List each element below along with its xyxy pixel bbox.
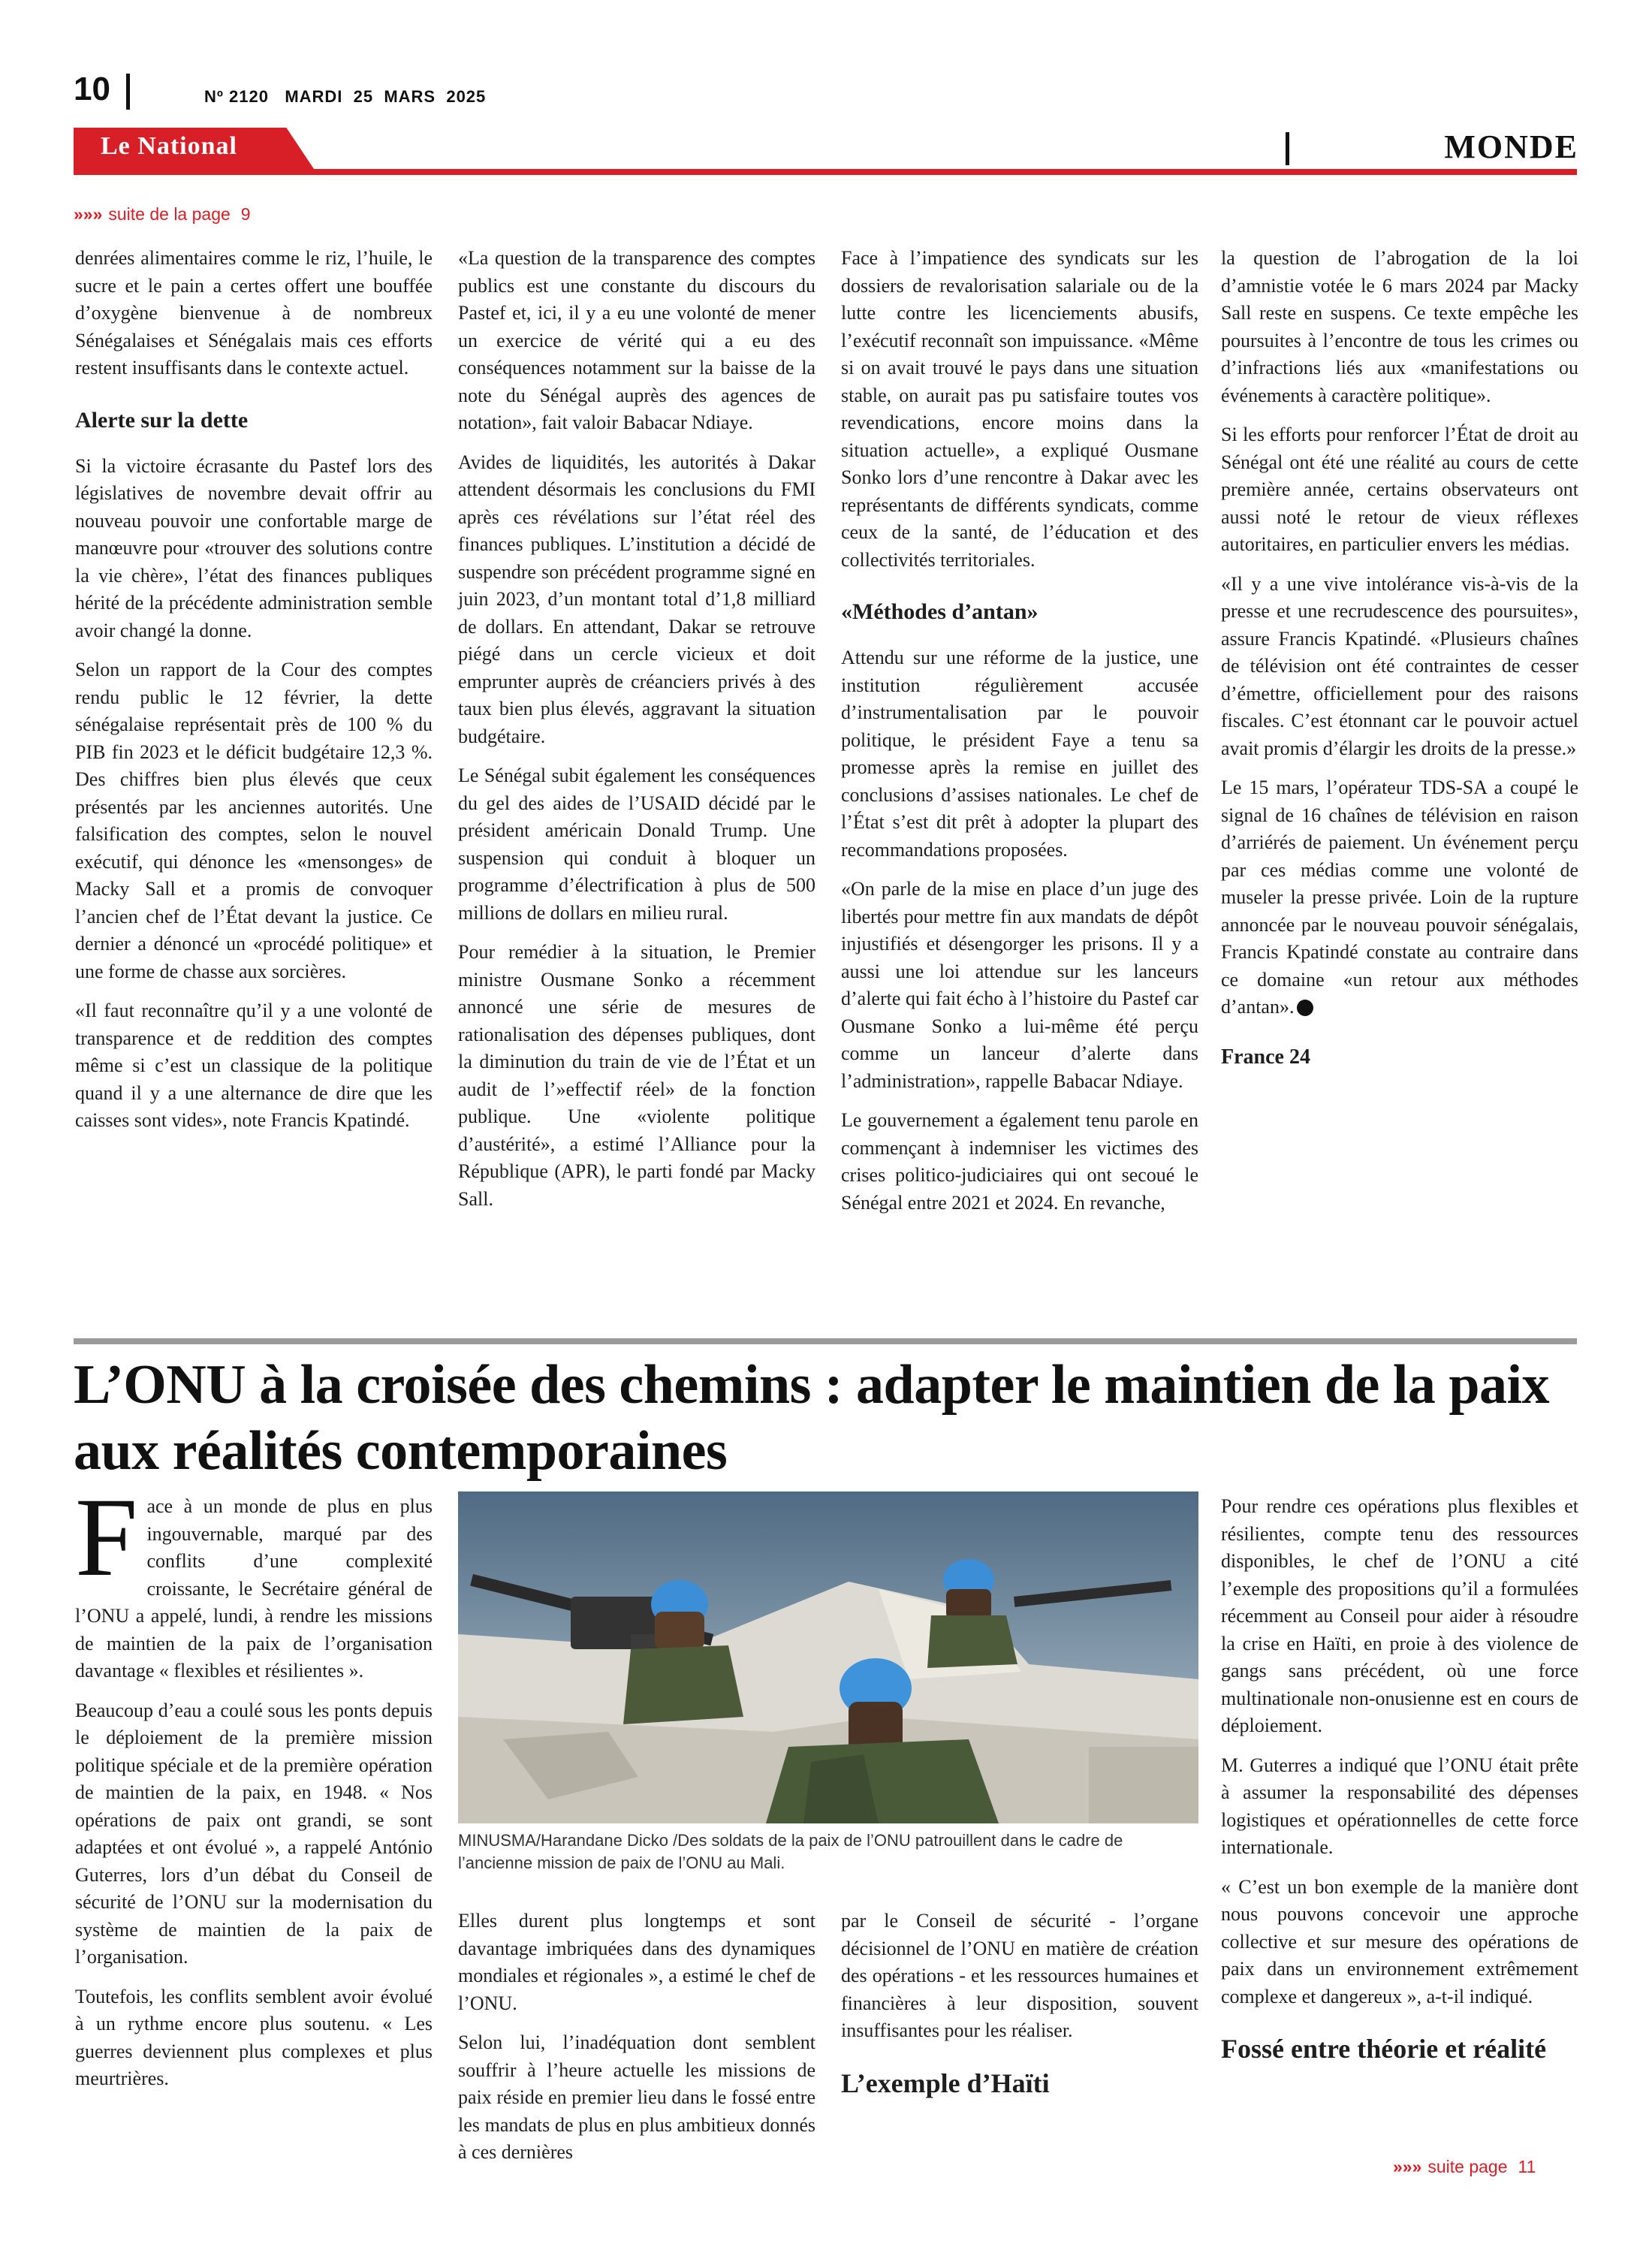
- subheading: L’exemple d’Haïti: [841, 2068, 1050, 2098]
- continued-text: suite page: [1427, 2157, 1508, 2176]
- paragraph-text: ace à un monde de plus en plus ingouvernable, marqué par des conflits d’une complexité croissante, le Secrétaire général de l’ONU a appelé, lundi, à rendre les missions de maintien de la paix de l’organisation davantage « flexibles et résilientes ».: [75, 1495, 433, 1681]
- paragraph: Selon un rapport de la Cour des comptes rendu public le 12 février, la dette sénégalaise représentait près de 100 % du PIB fin 2023 et le déficit budgétaire 12,3 %. Des chiffres bien plus élevés que ceux présentés par les anciennes autorités. Une falsification des comptes, selon le nouvel exécutif, qui dénonce les «mensonges» de Macky Sall et a promis de convoquer l’ancien chef de l’État devant la justice. Ce dernier a dénoncé un «procédé politique» et une forme de chasse aux sorcières.: [75, 659, 433, 982]
- paragraph: Le Sénégal subit également les conséquences du gel des aides de l’USAID décidé par le président américain Donald Trump. Une suspension qui conduit à bloquer un programme d’électrification à plus de 500 millions de dollars en milieu rural.: [458, 765, 815, 924]
- paragraph: Elles durent plus longtemps et sont davantage imbriquées dans des dynamiques mondiales et régionales », a estimé le chef de l’ONU.: [458, 1910, 815, 2014]
- article-separator: [74, 1338, 1577, 1344]
- end-mark-icon: [1297, 1000, 1313, 1016]
- paragraph: Selon lui, l’inadéquation dont semblent souffrir à l’heure actuelle les missions de paix réside en premier lieu dans le fossé entre les mandats de plus en plus ambitieux donnés à ces dernières: [458, 2031, 815, 2163]
- subheading: «Méthodes d’antan»: [841, 599, 1039, 624]
- paragraph: «La question de la transparence des comptes publics est une constante du discours du Pastef et, ici, il y a eu une volonté de mener un exercice de vérité qui a eu des conséquences notamment sur la baisse de la note du Sénégal auprès des agences de notation», fait valoir Babacar Ndiaye.: [458, 247, 815, 433]
- article2-column-3: [841, 1908, 1198, 2119]
- header-rule: [74, 169, 1577, 175]
- section-title: MONDE: [1444, 128, 1578, 165]
- continued-on: [1393, 2157, 1536, 2177]
- continued-arrows: »»»: [74, 204, 103, 224]
- drop-cap: F: [75, 1475, 138, 1600]
- article2-column-4: [1221, 1493, 1578, 2086]
- page-number: 10: [74, 71, 110, 107]
- paragraph: Face à l’impatience des syndicats sur les dossiers de revalorisation salariale ou de la lutte contre les licenciements abusifs, l’exécutif reconnaît son impuissance. «Même si on avait trouvé le pays dans une situation stable, on aurait pas pu satisfaire toutes vos revendications, encore moins dans la situation actuelle», a expliqué Ousmane Sonko lors d’une rencontre à Dakar avec les représentants de différents syndicats, comme ceux de la santé, de l’éducation et des collectivités territoriales.: [841, 247, 1198, 571]
- paragraph-text: Le 15 mars, l’opérateur TDS-SA a coupé le signal de 16 chaînes de télévision en raison d’arriérés de paiement. Un événement perçu par ces médias comme une volonté de museler la presse privée. Loin de la rupture annoncée par le nouveau pouvoir sénégalais, Francis Kpatindé constate au contraire dans ce domaine «un retour aux méthodes d’antan».: [1221, 777, 1578, 1018]
- continued-from: [74, 204, 251, 225]
- paragraph: «Il y a une vive intolérance vis-à-vis de la presse et une recrudescence des poursuites», assure Francis Kpatindé. «Plusieurs chaînes de télévision ont été contraintes de cesser d’émettre, officiellement pour des raisons fiscales. C’est étonnant car le pouvoir actuel avait promis d’élargir les droits de la presse.»: [1221, 572, 1578, 759]
- paragraph: M. Guterres a indiqué que l’ONU était prête à assumer la responsabilité des dépenses logistiques et opérationnelles de cette force internationale.: [1221, 1754, 1578, 1858]
- paragraph: Pour remédier à la situation, le Premier ministre Ousmane Sonko a récemment annoncé une série de mesures de rationalisation des dépenses publiques, dont la diminution du train de vie de l’État et un audit de l’»effectif réel» de la fonction publique. Une «violente politique d’austérité», a estimé l’Alliance pour la République (APR), le parti fondé par Macky Sall.: [458, 941, 815, 1210]
- source-credit: France 24: [1221, 1045, 1310, 1069]
- paragraph: Toutefois, les conflits semblent avoir évolué à un rythme encore plus soutenu. « Les guerres deviennent plus complexes et plus meurtrières.: [75, 1985, 433, 2089]
- continued-page: 11: [1518, 2157, 1536, 2176]
- continued-text: suite de la page: [108, 204, 231, 224]
- article1-column-4: [1221, 245, 1578, 1083]
- header-divider: [126, 74, 130, 110]
- paragraph: «Il faut reconnaître qu’il y a une volonté de transparence et de reddition des comptes même si c’est un classique de la politique quand il y a une alternance de dire que les caisses sont vides», note Francis Kpatindé.: [75, 1000, 433, 1131]
- subheading: Alerte sur la dette: [75, 407, 249, 433]
- article2-column-2: [458, 1908, 815, 2179]
- paragraph: [75, 1475, 433, 1685]
- photo-caption: MINUSMA/Harandane Dicko /Des soldats de la paix de l’ONU patrouillent dans le cadre de l’ancienne mission de paix de l’ONU au Mali.: [458, 1831, 1123, 1872]
- paragraph: denrées alimentaires comme le riz, l’huile, le sucre et le pain a certes offert une bouffée d’oxygène bienvenue à de nombreux Sénégalaises et Sénégalais mais ces efforts restent insuffisants dans le contexte actuel.: [75, 247, 433, 379]
- section-divider: [1286, 132, 1289, 165]
- article1-column-1: [75, 245, 433, 1147]
- paragraph: Beaucoup d’eau a coulé sous les ponts depuis le déploiement de la première mission politique spéciale et de la première opération de maintien de la paix, en 1948. « Nos opérations de paix ont grandi, se sont adaptées et ont évolué », a rappelé António Guterres, lors d’un débat du Conseil de sécurité de l’ONU sur la modernisation du système de maintien de la paix de l’organisation.: [75, 1699, 433, 1968]
- paragraph: Attendu sur une réforme de la justice, une institution régulièrement accusée d’instrumentalisation par le pouvoir politique, le président Faye a tenu sa promesse après la remise en juillet des conclusions d’assises nationales. Le chef de l’État s’est dit prêt à adopter la plupart des recommandations proposées.: [841, 647, 1198, 861]
- paragraph: « C’est un bon exemple de la manière dont nous pouvons concevoir une approche collective et sur mesure des opérations de paix dans un environnement extrêmement complexe et dangereux », a-t-il indiqué.: [1221, 1875, 1578, 2007]
- peacekeepers-photo: [458, 1491, 1198, 1823]
- paragraph: Le gouvernement a également tenu parole en commençant à indemniser les victimes des crises politico-judiciaires qui ont secoué le Sénégal entre 2021 et 2024. En revanche,: [841, 1109, 1198, 1214]
- article1-column-3: [841, 245, 1198, 1229]
- issue-date: Nº 2120 MARDI 25 MARS 2025: [204, 87, 487, 106]
- paragraph: Si les efforts pour renforcer l’État de droit au Sénégal ont été une réalité au cours de cette première année, certains observateurs ont aussi noté le retour de vieux réflexes autoritaires, en particulier envers les médias.: [1221, 424, 1578, 555]
- paragraph: Avides de liquidités, les autorités à Dakar attendent désormais les conclusions du FMI après ces révélations sur l’état réel des finances publiques. L’institution a décidé de suspendre son précédent programme signé en juin 2023, d’un montant total d’1,8 milliard de dollars. En attendant, Dakar se retrouve piégé dans un cercle vicieux et doit emprunter auprès de créanciers privés à des taux bien plus élevés, aggravant la situation budgétaire.: [458, 451, 815, 747]
- paragraph: Pour rendre ces opérations plus flexibles et résilientes, compte tenu des ressources disponibles, le chef de l’ONU a cité l’exemple des propositions qu’il a formulées récemment au Conseil pour aider à résoudre la crise en Haïti, en proie à des violence de gangs sans précédent, où une force multinationale non-onusienne est en cours de déploiement.: [1221, 1495, 1578, 1736]
- paragraph: «On parle de la mise en place d’un juge des libertés pour mettre fin aux mandats de dépôt injustifiés et désengorger les prisons. Il y a aussi une loi attendue sur les lanceurs d’alerte qui fait écho à l’histoire du Pastef car Ousmane Sonko a lui-même été perçu comme un lanceur d’alerte dans l’administration», rappelle Babacar Ndiaye.: [841, 878, 1198, 1092]
- article1-column-2: [458, 245, 815, 1225]
- article2-column-1: [75, 1475, 433, 2105]
- continued-page: 9: [240, 204, 251, 224]
- subheading: Fossé entre théorie et réalité: [1221, 2034, 1547, 2064]
- paragraph: la question de l’abrogation de la loi d’amnistie votée le 6 mars 2024 par Macky Sall reste en suspens. Ce texte empêche les poursuites à l’encontre de tous les crimes ou d’infractions liés aux «manifestations ou événements à caractère politique».: [1221, 247, 1578, 406]
- article-headline: L’ONU à la croisée des chemins : adapter le maintien de la paix aux réalités contemporaines: [74, 1354, 1550, 1482]
- brand-name: Le National: [101, 132, 237, 160]
- paragraph: [1221, 774, 1578, 1021]
- paragraph: par le Conseil de sécurité - l’organe décisionnel de l’ONU en matière de création des opérations - et les ressources humaines et financières à leur disposition, souvent insuffisantes pour les réaliser.: [841, 1910, 1198, 2041]
- paragraph: Si la victoire écrasante du Pastef lors des législatives de novembre devait offrir au nouveau pouvoir une confortable marge de manœuvre pour «trouver des solutions contre la vie chère», l’état des finances publiques hérité de la précédente administration semble avoir changé la donne.: [75, 454, 433, 641]
- continued-arrows: »»»: [1393, 2157, 1422, 2176]
